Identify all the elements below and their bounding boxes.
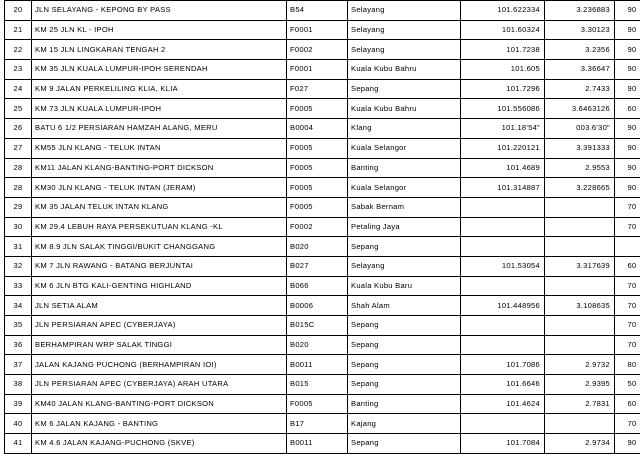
row-number-cell[interactable]: 24 xyxy=(5,79,32,99)
speed-limit-cell[interactable]: 90 xyxy=(615,60,640,80)
table-row xyxy=(5,296,640,316)
speed-limit-cell[interactable]: 90 xyxy=(615,138,640,158)
route-code-cell[interactable]: B0011 xyxy=(287,355,348,375)
speed-limit-cell[interactable]: 90 xyxy=(615,119,640,139)
row-number-cell[interactable]: 38 xyxy=(5,375,32,395)
district-cell[interactable]: Sabak Bernam xyxy=(348,197,461,217)
latitude-cell[interactable]: 2.9734 xyxy=(545,434,615,454)
speed-limit-cell[interactable]: 70 xyxy=(615,316,640,336)
table-row xyxy=(5,20,640,40)
longitude-cell[interactable]: 101.220121 xyxy=(461,138,545,158)
latitude-cell[interactable]: 3.6463126 xyxy=(545,99,615,119)
route-code-cell[interactable]: B027 xyxy=(287,256,348,276)
location-cell[interactable]: KM 35 JLN KUALA LUMPUR-IPOH SERENDAH xyxy=(32,60,287,80)
district-cell[interactable]: Sepang xyxy=(348,79,461,99)
location-cell[interactable]: JLN PERSIARAN APEC (CYBERJAYA) ARAH UTARA xyxy=(32,375,287,395)
longitude-cell[interactable]: 101.314887 xyxy=(461,178,545,198)
row-number-cell[interactable]: 22 xyxy=(5,40,32,60)
speed-limit-cell[interactable] xyxy=(615,237,640,257)
latitude-cell[interactable] xyxy=(545,276,615,296)
speed-limit-cell[interactable]: 90 xyxy=(615,40,640,60)
latitude-cell[interactable]: 3.30123 xyxy=(545,20,615,40)
row-number-cell[interactable]: 26 xyxy=(5,119,32,139)
district-cell[interactable]: Sepang xyxy=(348,335,461,355)
row-number-cell[interactable]: 25 xyxy=(5,99,32,119)
latitude-cell[interactable]: 2.9553 xyxy=(545,158,615,178)
longitude-cell[interactable]: 101.60324 xyxy=(461,20,545,40)
row-number-cell[interactable]: 30 xyxy=(5,217,32,237)
district-cell[interactable]: Selayang xyxy=(348,20,461,40)
longitude-cell[interactable]: 101.448956 xyxy=(461,296,545,316)
location-cell[interactable]: JLN SELAYANG - KEPONG BY PASS xyxy=(32,1,287,21)
latitude-cell[interactable] xyxy=(545,335,615,355)
longitude-cell[interactable]: 101.18'54" xyxy=(461,119,545,139)
latitude-cell[interactable]: 3.236883 xyxy=(545,1,615,21)
latitude-cell[interactable]: 3.317639 xyxy=(545,256,615,276)
location-cell[interactable]: KM55 JLN KLANG - TELUK INTAN xyxy=(32,138,287,158)
table-row xyxy=(5,60,640,80)
route-code-cell[interactable]: F0005 xyxy=(287,197,348,217)
speed-limit-cell[interactable]: 90 xyxy=(615,20,640,40)
row-number-cell[interactable]: 39 xyxy=(5,394,32,414)
camera-location-table xyxy=(4,0,640,454)
latitude-cell[interactable]: 3.108635 xyxy=(545,296,615,316)
row-number-cell[interactable]: 20 xyxy=(5,1,32,21)
route-code-cell[interactable]: B54 xyxy=(287,1,348,21)
spreadsheet-sheet xyxy=(4,0,640,454)
route-code-cell[interactable]: B020 xyxy=(287,335,348,355)
speed-limit-cell[interactable]: 70 xyxy=(615,414,640,434)
speed-limit-cell[interactable]: 60 xyxy=(615,394,640,414)
route-code-cell[interactable]: F0001 xyxy=(287,20,348,40)
row-number-cell[interactable]: 28 xyxy=(5,158,32,178)
district-cell[interactable]: Petaling Jaya xyxy=(348,217,461,237)
row-number-cell[interactable]: 36 xyxy=(5,335,32,355)
latitude-cell[interactable]: 2.9732 xyxy=(545,355,615,375)
longitude-cell[interactable] xyxy=(461,316,545,336)
route-code-cell[interactable]: F0005 xyxy=(287,158,348,178)
route-code-cell[interactable]: F027 xyxy=(287,79,348,99)
row-number-cell[interactable]: 28 xyxy=(5,178,32,198)
table-row xyxy=(5,217,640,237)
longitude-cell[interactable]: 101.6646 xyxy=(461,375,545,395)
speed-limit-cell[interactable]: 90 xyxy=(615,158,640,178)
longitude-cell[interactable]: 101.7296 xyxy=(461,79,545,99)
row-number-cell[interactable]: 23 xyxy=(5,60,32,80)
speed-limit-cell[interactable]: 90 xyxy=(615,434,640,454)
speed-limit-cell[interactable]: 70 xyxy=(615,197,640,217)
table-row xyxy=(5,1,640,21)
speed-limit-cell[interactable]: 90 xyxy=(615,1,640,21)
table-row xyxy=(5,434,640,454)
table-row xyxy=(5,237,640,257)
longitude-cell[interactable]: 101.4689 xyxy=(461,158,545,178)
district-cell[interactable]: Sepang xyxy=(348,355,461,375)
latitude-cell[interactable]: 2.9395 xyxy=(545,375,615,395)
district-cell[interactable]: Kuala Selangor xyxy=(348,178,461,198)
table-body xyxy=(5,1,640,454)
location-cell[interactable]: KM30 JLN KLANG - TELUK INTAN (JERAM) xyxy=(32,178,287,198)
longitude-cell[interactable] xyxy=(461,335,545,355)
longitude-cell[interactable]: 101.605 xyxy=(461,60,545,80)
route-code-cell[interactable]: F0005 xyxy=(287,178,348,198)
row-number-cell[interactable]: 21 xyxy=(5,20,32,40)
speed-limit-cell[interactable]: 90 xyxy=(615,79,640,99)
table-row xyxy=(5,40,640,60)
table-row xyxy=(5,276,640,296)
longitude-cell[interactable]: 101.4624 xyxy=(461,394,545,414)
location-cell[interactable]: KM 35 JALAN TELUK INTAN KLANG xyxy=(32,197,287,217)
longitude-cell[interactable] xyxy=(461,276,545,296)
district-cell[interactable]: Kuala Selangor xyxy=(348,138,461,158)
district-cell[interactable]: Banting xyxy=(348,394,461,414)
district-cell[interactable]: Klang xyxy=(348,119,461,139)
location-cell[interactable]: KM 73 JLN KUALA LUMPUR-IPOH xyxy=(32,99,287,119)
table-row xyxy=(5,138,640,158)
district-cell[interactable]: Kuala Kubu Bahru xyxy=(348,60,461,80)
route-code-cell[interactable]: B17 xyxy=(287,414,348,434)
row-number-cell[interactable]: 27 xyxy=(5,138,32,158)
location-cell[interactable]: KM 6 JALAN KAJANG - BANTING xyxy=(32,414,287,434)
speed-limit-cell[interactable]: 80 xyxy=(615,355,640,375)
table-row xyxy=(5,119,640,139)
location-cell[interactable]: KM 8.9 JLN SALAK TINGGI/BUKIT CHANGGANG xyxy=(32,237,287,257)
latitude-cell[interactable] xyxy=(545,197,615,217)
district-cell[interactable]: Selayang xyxy=(348,256,461,276)
latitude-cell[interactable]: 3.391333 xyxy=(545,138,615,158)
table-row xyxy=(5,158,640,178)
latitude-cell[interactable]: 3.228665 xyxy=(545,178,615,198)
district-cell[interactable]: Selayang xyxy=(348,1,461,21)
location-cell[interactable]: KM 15 JLN LINGKARAN TENGAH 2 xyxy=(32,40,287,60)
longitude-cell[interactable]: 101.7238 xyxy=(461,40,545,60)
row-number-cell[interactable]: 35 xyxy=(5,316,32,336)
district-cell[interactable]: Kajang xyxy=(348,414,461,434)
location-cell[interactable]: JLN PERSIARAN APEC (CYBERJAYA) xyxy=(32,316,287,336)
speed-limit-cell[interactable]: 70 xyxy=(615,335,640,355)
location-cell[interactable]: KM 9 JALAN PERKELILING KLIA, KLIA xyxy=(32,79,287,99)
longitude-cell[interactable]: 101.556086 xyxy=(461,99,545,119)
route-code-cell[interactable]: B0004 xyxy=(287,119,348,139)
longitude-cell[interactable] xyxy=(461,237,545,257)
location-cell[interactable]: KM 6 JLN BTG KALI-GENTING HIGHLAND xyxy=(32,276,287,296)
route-code-cell[interactable]: B066 xyxy=(287,276,348,296)
longitude-cell[interactable]: 101.622334 xyxy=(461,1,545,21)
row-number-cell[interactable]: 40 xyxy=(5,414,32,434)
latitude-cell[interactable] xyxy=(545,237,615,257)
location-cell[interactable]: JLN SETIA ALAM xyxy=(32,296,287,316)
longitude-cell[interactable] xyxy=(461,217,545,237)
location-cell[interactable]: KM 4.6 JALAN KAJANG-PUCHONG (SKVE) xyxy=(32,434,287,454)
row-number-cell[interactable]: 37 xyxy=(5,355,32,375)
table-row xyxy=(5,256,640,276)
route-code-cell[interactable]: F0001 xyxy=(287,60,348,80)
speed-limit-cell[interactable]: 70 xyxy=(615,217,640,237)
row-number-cell[interactable]: 34 xyxy=(5,296,32,316)
district-cell[interactable]: Selayang xyxy=(348,40,461,60)
location-cell[interactable]: JALAN KAJANG PUCHONG (BERHAMPIRAN IOI) xyxy=(32,355,287,375)
route-code-cell[interactable]: B015 xyxy=(287,375,348,395)
location-cell[interactable]: BATU 6 1/2 PERSIARAN HAMZAH ALANG, MERU xyxy=(32,119,287,139)
longitude-cell[interactable]: 101.53054 xyxy=(461,256,545,276)
row-number-cell[interactable]: 31 xyxy=(5,237,32,257)
location-cell[interactable]: KM 29.4 LEBUH RAYA PERSEKUTUAN KLANG -KL xyxy=(32,217,287,237)
table-row xyxy=(5,99,640,119)
table-row xyxy=(5,197,640,217)
speed-limit-cell[interactable]: 70 xyxy=(615,296,640,316)
row-number-cell[interactable]: 41 xyxy=(5,434,32,454)
district-cell[interactable]: Sepang xyxy=(348,434,461,454)
latitude-cell[interactable]: 2.7433 xyxy=(545,79,615,99)
route-code-cell[interactable]: F0002 xyxy=(287,40,348,60)
latitude-cell[interactable]: 003.6'30" xyxy=(545,119,615,139)
district-cell[interactable]: Sepang xyxy=(348,237,461,257)
route-code-cell[interactable]: B020 xyxy=(287,237,348,257)
district-cell[interactable]: Sepang xyxy=(348,316,461,336)
latitude-cell[interactable] xyxy=(545,316,615,336)
longitude-cell[interactable] xyxy=(461,197,545,217)
location-cell[interactable]: BERHAMPIRAN WRP SALAK TINGGI xyxy=(32,335,287,355)
row-number-cell[interactable]: 32 xyxy=(5,256,32,276)
latitude-cell[interactable] xyxy=(545,217,615,237)
district-cell[interactable]: Kuala Kubu Bahru xyxy=(348,99,461,119)
district-cell[interactable]: Shah Alam xyxy=(348,296,461,316)
route-code-cell[interactable]: B0006 xyxy=(287,296,348,316)
table-row xyxy=(5,178,640,198)
route-code-cell[interactable]: F0005 xyxy=(287,394,348,414)
table-row xyxy=(5,375,640,395)
table-row xyxy=(5,394,640,414)
longitude-cell[interactable]: 101.7086 xyxy=(461,355,545,375)
row-number-cell[interactable]: 33 xyxy=(5,276,32,296)
table-row xyxy=(5,79,640,99)
route-code-cell[interactable]: F0005 xyxy=(287,138,348,158)
speed-limit-cell[interactable]: 50 xyxy=(615,375,640,395)
speed-limit-cell[interactable]: 70 xyxy=(615,276,640,296)
route-code-cell[interactable]: F0005 xyxy=(287,99,348,119)
route-code-cell[interactable]: B015C xyxy=(287,316,348,336)
longitude-cell[interactable]: 101.7084 xyxy=(461,434,545,454)
table-row xyxy=(5,316,640,336)
district-cell[interactable]: Kuala Kubu Baru xyxy=(348,276,461,296)
district-cell[interactable]: Sepang xyxy=(348,375,461,395)
location-cell[interactable]: KM11 JALAN KLANG-BANTING-PORT DICKSON xyxy=(32,158,287,178)
speed-limit-cell[interactable]: 90 xyxy=(615,178,640,198)
latitude-cell[interactable]: 3.36647 xyxy=(545,60,615,80)
location-cell[interactable]: KM 25 JLN KL - IPOH xyxy=(32,20,287,40)
location-cell[interactable]: KM 7 JLN RAWANG - BATANG BERJUNTAI xyxy=(32,256,287,276)
table-row xyxy=(5,335,640,355)
table-row xyxy=(5,355,640,375)
latitude-cell[interactable]: 3.2356 xyxy=(545,40,615,60)
latitude-cell[interactable]: 2.7831 xyxy=(545,394,615,414)
speed-limit-cell[interactable]: 60 xyxy=(615,256,640,276)
location-cell[interactable]: KM40 JALAN KLANG-BANTING-PORT DICKSON xyxy=(32,394,287,414)
route-code-cell[interactable]: B0011 xyxy=(287,434,348,454)
speed-limit-cell[interactable]: 60 xyxy=(615,99,640,119)
row-number-cell[interactable]: 29 xyxy=(5,197,32,217)
route-code-cell[interactable]: F0002 xyxy=(287,217,348,237)
district-cell[interactable]: Banting xyxy=(348,158,461,178)
